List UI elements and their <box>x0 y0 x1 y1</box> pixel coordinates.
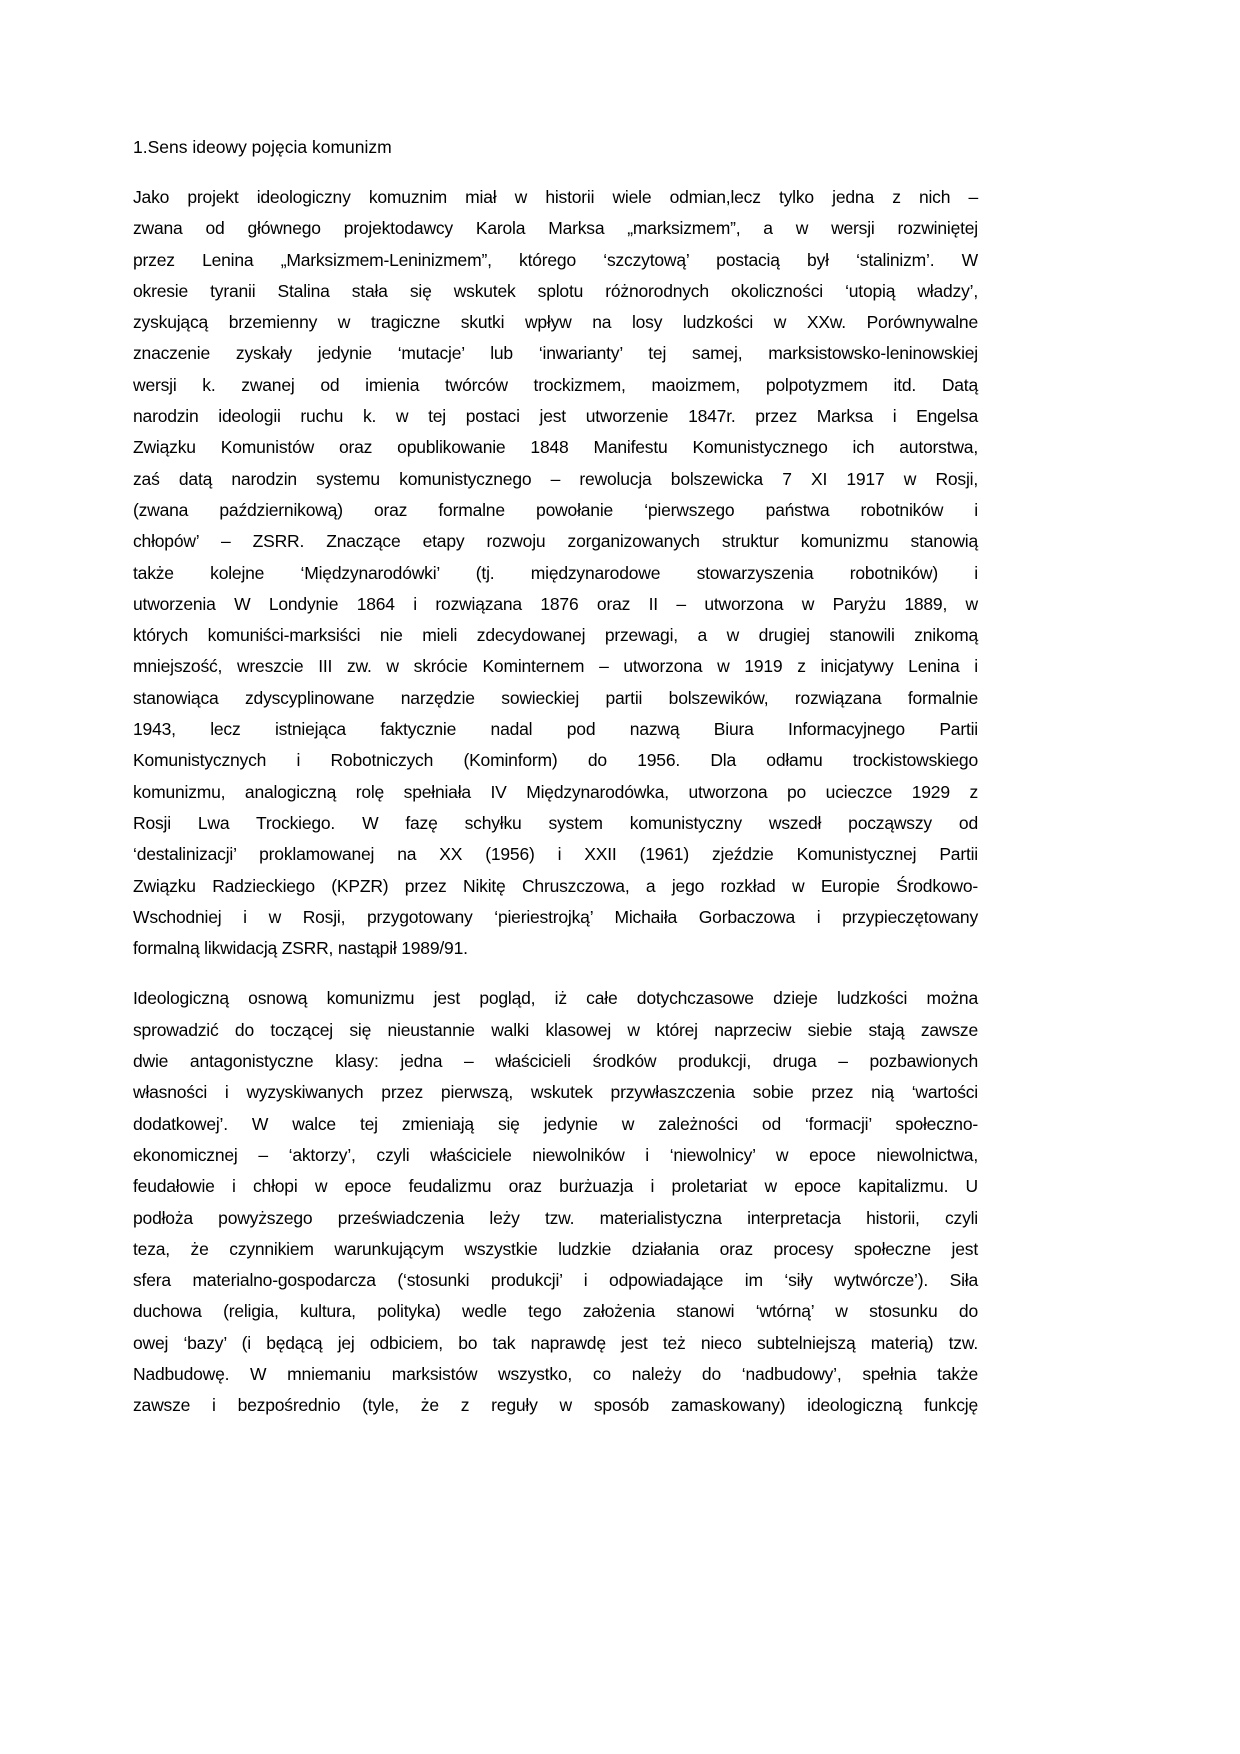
text-line: teza, że czynnikiem warunkującym wszystkie ludzkie działania oraz procesy społeczne jest <box>133 1238 978 1259</box>
text-line: dwie antagonistyczne klasy: jedna – właścicieli środków produkcji, druga – pozbawionych <box>133 1051 978 1072</box>
text-line: przez Lenina „Marksizmem-Leninizmem”, którego ‘szczytową’ postacią był ‘stalinizm’. W <box>133 249 978 270</box>
text-line: także kolejne ‘Międzynarodówki’ (tj. międzynarodowe stowarzyszenia robotników) i <box>133 562 978 583</box>
text-line: okresie tyranii Stalina stała się wskutek splotu różnorodnych okoliczności ‘utopią władzy’, <box>133 280 978 301</box>
text-line: owej ‘bazy’ (i będącą jej odbiciem, bo tak naprawdę jest też nieco subtelniejszą materią) tzw. <box>133 1332 978 1353</box>
text-line: Związku Komunistów oraz opublikowanie 1848 Manifestu Komunistycznego ich autorstwa, <box>133 437 978 458</box>
text-line: Ideologiczną osnową komunizmu jest pogląd, iż całe dotychczasowe dzieje ludzkości można <box>133 988 978 1009</box>
text-line: dodatkowej’. W walce tej zmieniają się jedynie w zależności od ‘formacji’ społeczno- <box>133 1113 978 1134</box>
text-line: mniejszość, wreszcie III zw. w skrócie Kominternem – utworzona w 1919 z inicjatywy Lenina i <box>133 656 978 677</box>
text-line: stanowiąca zdyscyplinowane narzędzie sowieckiej partii bolszewików, rozwiązana formalnie <box>133 687 978 708</box>
text-line: zaś datą narodzin systemu komunistycznego – rewolucja bolszewicka 7 XI 1917 w Rosji, <box>133 468 978 489</box>
text-line: Wschodniej i w Rosji, przygotowany ‘pieriestrojką’ Michaiła Gorbaczowa i przypieczętowany <box>133 906 978 927</box>
text-line: zawsze i bezpośrednio (tyle, że z reguły w sposób zamaskowany) ideologiczną funkcję <box>133 1395 978 1416</box>
text-line: narodzin ideologii ruchu k. w tej postaci jest utworzenie 1847r. przez Marksa i Engelsa <box>133 406 978 427</box>
section-heading: 1.Sens ideowy pojęcia komunizm <box>133 137 392 157</box>
text-line: utworzenia W Londynie 1864 i rozwiązana 1876 oraz II – utworzona w Paryżu 1889, w <box>133 593 978 614</box>
text-line: chłopów’ – ZSRR. Znaczące etapy rozwoju zorganizowanych struktur komunizmu stanowią <box>133 531 978 552</box>
text-line: feudałowie i chłopi w epoce feudalizmu oraz burżuazja i proletariat w epoce kapitalizmu. U <box>133 1176 978 1197</box>
text-line: Rosji Lwa Trockiego. W fazę schyłku system komunistyczny wszedł począwszy od <box>133 812 978 833</box>
text-line: podłoża powyższego przeświadczenia leży tzw. materialistyczna interpretacja historii, czyli <box>133 1207 978 1228</box>
text-line: 1943, lecz istniejąca faktycznie nadal pod nazwą Biura Informacyjnego Partii <box>133 719 978 740</box>
text-line: ‘destalinizacji’ proklamowanej na XX (1956) i XXII (1961) zjeździe Komunistycznej Partii <box>133 844 978 865</box>
text-line: których komuniści-marksiści nie mieli zdecydowanej przewagi, a w drugiej stanowili znikomą <box>133 625 978 646</box>
text-line: Jako projekt ideologiczny komuznim miał w historii wiele odmian,lecz tylko jedna z nich – <box>133 187 978 207</box>
text-line: własności i wyzyskiwanych przez pierwszą, wskutek przywłaszczenia sobie przez nią ‘wartości <box>133 1082 978 1103</box>
paragraph-history <box>133 182 978 964</box>
text-line: zwana od głównego projektodawcy Karola Marksa „marksizmem”, a w wersji rozwiniętej <box>133 218 978 239</box>
text-line: sprowadzić do toczącej się nieustannie walki klasowej w której naprzeciw siebie stają zawsze <box>133 1019 978 1040</box>
text-line: Komunistycznych i Robotniczych (Kominform) do 1956. Dla odłamu trockistowskiego <box>133 750 978 771</box>
text-line: znaczenie zyskały jedynie ‘mutacje’ lub ‘inwarianty’ tej samej, marksistowsko-leninowskiej <box>133 343 978 364</box>
text-line: ekonomicznej – ‘aktorzy’, czyli właściciele niewolników i ‘niewolnicy’ w epoce niewolnictwa, <box>133 1144 978 1165</box>
text-line: zyskującą brzemienny w tragiczne skutki wpływ na losy ludzkości w XXw. Porównywalne <box>133 312 978 333</box>
text-line: wersji k. zwanej od imienia twórców trockizmem, maoizmem, polpotyzmem itd. Datą <box>133 374 978 395</box>
text-line: Związku Radzieckiego (KPZR) przez Nikitę Chruszczowa, a jego rozkład w Europie Środkowo- <box>133 875 978 896</box>
text-line: (zwana październikową) oraz formalne powołanie ‘pierwszego państwa robotników i <box>133 499 978 520</box>
text-line: Nadbudowę. W mniemaniu marksistów wszystko, co należy do ‘nadbudowy’, spełnia także <box>133 1363 978 1384</box>
paragraph-ideology <box>133 983 978 1421</box>
text-line: duchowa (religia, kultura, polityka) wedle tego założenia stanowi ‘wtórną’ w stosunku do <box>133 1301 978 1322</box>
text-line: sfera materialno-gospodarcza (‘stosunki produkcji’ i odpowiadające im ‘siły wytwórcze’). Siła <box>133 1270 978 1291</box>
text-line: komunizmu, analogiczną rolę spełniała IV Międzynarodówka, utworzona po ucieczce 1929 z <box>133 781 978 802</box>
text-line: formalną likwidacją ZSRR, nastąpił 1989/91. <box>133 938 468 959</box>
document-page <box>133 132 978 1441</box>
